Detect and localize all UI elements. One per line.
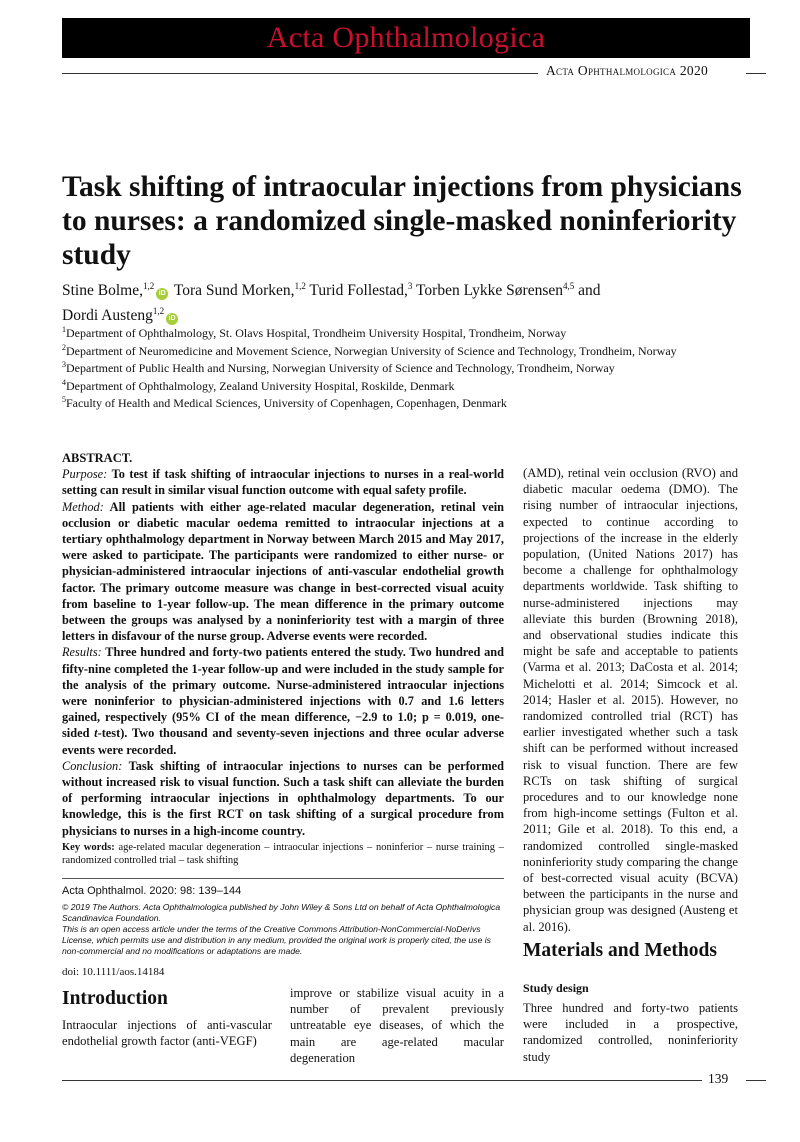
running-header [546,63,708,79]
author-name: Tora Sund Morken, [173,282,295,300]
journal-banner [62,18,750,58]
affiliation [62,323,762,341]
article-title: Task shifting of intraocular injections from physicians to nurses: a randomized single-masked noninferiority study [62,171,742,271]
abstract-purpose [62,466,504,498]
author-affil-sup: 4,5 [563,281,575,291]
column-2-text: improve or stabilize visual acuity in a number of prevalent previously untreatable eye diseases, of which the main are age-related macular degeneration [290,986,504,1065]
study-design-heading: Study design [523,981,589,995]
column-3-text: (AMD), retinal vein occlusion (RVO) and diabetic macular oedema (DMO). The rising number of intraocular injections, expected to continue according to projections of the increase in the elderly population, (United Nations 2017) has become a challenge for ophthalmology departments worldwide. Task shifting to nurse-administered injections may alleviate this burden (Browning 2018), and observational studies indicate this might be safe and acceptable to patients (Varma et al. 2013; DaCosta et al. 2014; Michelotti et al. 2014; Simcock et al. 2014; Hasler et al. 2015). However, no randomized controlled trial (RCT) has earlier investigated whether such a task shift can be performed without increased risk to visual function. There are few RCTs on task shifting of surgical procedures and to our knowledge none from high-income settings (Fulton et al. 2011; Gile et al. 2018). To this end, a randomized controlled single-masked noninferiority study comparing the change of best-corrected visual acuity (BCVA) between the participants in the nurse and physician group was designed (Austeng et al. 2016). [523,466,738,934]
keywords [62,841,504,867]
results-text: Three hundred and forty-two patients entered the study. Two hundred and fifty-nine completed the 1-year follow-up and were included in the study sample for the analysis of the primary outcome. Nurse-administered intraocular injections were noninferior to physician-administered injections with 0.7 and 1.6 letters gained, respectively (95% CI of the mean difference, −2.9 to 1.0; p = 0.019, one-sided [62,645,504,741]
abstract-results [62,644,504,757]
results-text-cont: -test). Two thousand and seventy-seven injections and three ocular adverse events were recorded. [62,726,505,757]
affiliation [62,376,762,394]
affiliation-text: Department of Ophthalmology, St. Olavs Hospital, Trondheim University Hospital, Trondheim, Norway [66,326,567,340]
copyright-notice [62,902,504,957]
affiliation-num: 1 [62,325,66,334]
affiliation-text: Department of Public Health and Nursing, Norwegian University of Science and Technology, Trondheim, Norway [66,361,615,376]
author-name: Torben Lykke Sørensen [416,282,564,300]
affiliation-num: 4 [62,377,66,387]
introduction-heading: Introduction [62,988,168,1009]
author-name: Dordi Austeng [62,307,153,325]
author-affil-sup: 1,2 [294,281,306,291]
affiliation [62,393,762,411]
affiliation-list [62,323,762,411]
running-year: 2020 [679,63,709,78]
author-name: Stine Bolme, [62,282,143,300]
affiliation-text: Department of Neuromedicine and Movement Science, Norwegian University of Science and Technology, Trondheim, Norway [66,343,677,358]
affiliation [62,341,762,359]
running-journal-name: Acta Ophthalmologica [546,63,677,78]
abstract [62,450,504,867]
header-rule-left [62,73,538,74]
keywords-label: Key words: [62,841,115,853]
introduction-paragraph: Intraocular injections of anti-vascular endothelial growth factor (anti-VEGF) [62,1018,272,1049]
orcid-icon[interactable]: iD [166,313,178,325]
keywords-text: age-related macular degeneration – intraocular injections – noninferior – nurse training – randomized controlled trial – task shifting [62,841,505,866]
affiliation-num: 5 [62,395,66,405]
affiliation-num: 3 [62,360,66,370]
purpose-label: Purpose: [62,467,108,482]
conclusion-label: Conclusion: [62,758,123,773]
doi[interactable]: doi: 10.1111/aos.14184 [62,966,165,978]
affiliation-text: Department of Ophthalmology, Zealand University Hospital, Roskilde, Denmark [66,378,455,393]
abstract-method [62,499,504,645]
orcid-icon[interactable]: iD [156,288,168,300]
author-conjunction: and [578,282,601,300]
author-affil-sup: 1,2 [142,281,155,291]
abstract-heading: ABSTRACT. [62,451,133,465]
results-label: Results: [62,645,102,660]
footer-rule-left [62,1080,702,1081]
citation-block [62,885,504,957]
banner-title: Acta Ophthalmologica [266,21,546,54]
footer-rule-right [746,1080,766,1081]
license-text: This is an open access article under the terms of the Creative Commons Attribution-NonCommercial-NoDerivs License, which permits use and distribution in any medium, provided the original work is properly cited, the use is non-commercial and no modifications or adaptations are made. [62,924,491,956]
affiliation [62,358,762,376]
page-number: 139 [708,1071,729,1086]
citation-rule [62,878,504,879]
results-t-italic: t [94,726,98,741]
study-design-text: Three hundred and forty-two patients were included in a prospective, randomized controlled, noninferiority study [523,1001,738,1064]
author-list [62,276,762,326]
affiliation-num: 2 [62,342,66,352]
copyright-text: © 2019 The Authors. Acta Ophthalmologica published by John Wiley & Sons Ltd on behalf of Acta Ophthalmologica Scandinavica Foundation. [62,902,501,923]
author-affil-sup: 3 [407,281,413,291]
header-rule-right [746,73,766,74]
affiliation-text: Faculty of Health and Medical Sciences, University of Copenhagen, Copenhagen, Denmark [66,396,507,411]
method-label: Method: [62,499,104,514]
conclusion-text: Task shifting of intraocular injections to nurses can be performed without increased risk to visual function. Such a task shift can alleviate the burden of performing intraocular injections in ophthalmology departments. To our knowledge, this is the first RCT on task shifting of a surgical procedure from physicians to nurses in a high-income country. [62,758,504,838]
author-affil-sup: 1,2 [152,306,165,317]
citation-reference: Acta Ophthalmol. 2020: 98: 139–144 [62,885,242,897]
materials-methods-heading: Materials and Methods [523,940,717,961]
author-name: Turid Follestad, [309,282,408,300]
purpose-text: To test if task shifting of intraocular injections to nurses in a real-world setting can result in similar visual function outcome with equal safety profile. [62,467,504,498]
method-text: All patients with either age-related macular degeneration, retinal vein occlusion or diabetic macular oedema remitted to intraocular injections at a tertiary ophthalmology department in Norway between March 2015 and May 2017, were asked to participate. The participants were randomized to either nurse- or physician-administered intraocular injections of anti-vascular endothelial growth factor. The primary outcome measure was change in best-corrected visual acuity from baseline to 1-year follow-up. The mean difference in the primary outcome between the groups was analysed by a noninferiority test with a margin of three letters in disfavour of the nurse group. Adverse events were recorded. [62,499,504,644]
abstract-conclusion [62,758,504,839]
